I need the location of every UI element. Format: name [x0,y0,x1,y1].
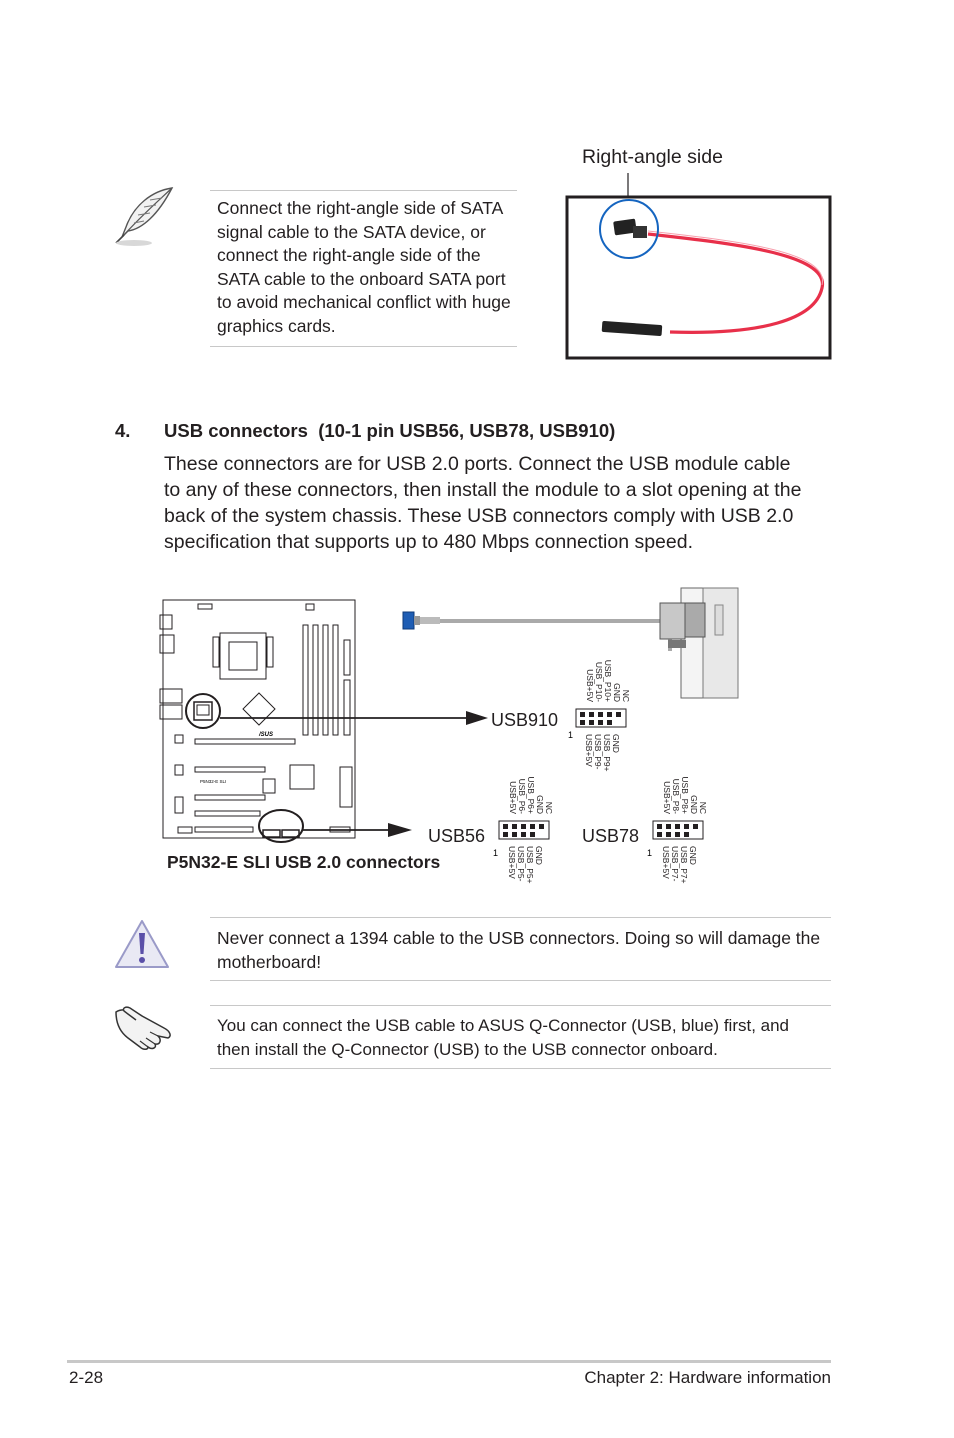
usb910-top-pin-label: USB_P10+ [603,659,613,702]
warning-top-rule [210,917,831,918]
warning-triangle-icon [113,918,171,970]
usb910-header [576,709,626,727]
usb56-top-pin-label: USB+5V [508,781,518,814]
section-number: 4. [115,420,131,441]
usb78-top-pin-label: USB_P8- [671,778,681,814]
warning-text: Never connect a 1394 cable to the USB connectors. Doing so will damage the motherboard! [217,928,821,972]
chapter-title: Chapter 2: Hardware information [584,1368,831,1387]
usb910-top-pin-label: USB_P10- [594,661,604,702]
usb56-bottom-pin-label: USB+5V [507,846,517,879]
usb56-bottom-pin-label: USB_P5+ [525,846,535,884]
usb910-highlight [186,694,220,728]
warning-bottom-rule [210,980,831,981]
usb56-top-pin-label: USB_P6- [517,778,527,814]
usb56-board-header [263,830,280,837]
sata-cable-photo [560,170,835,362]
usb56-bottom-pin-label: GND [534,846,544,865]
usb78-header [653,821,703,839]
usb910-arrow [466,711,488,725]
usb56-top-pin-label: GND [535,795,545,814]
usb56-top-pin-label: NC [544,801,554,814]
tip-text: You can connect the USB cable to ASUS Q-Connector (USB, blue) first, and then install the Q-Connector (USB) to the USB connector onboard. [217,1016,790,1059]
section-body: These connectors are for USB 2.0 ports. Connect the USB module cable to any of these connectors, then install the module to a slot opening at the back of the system chassis. These USB connectors comply with USB 2.0 specification that supports up to 480 Mbps connection speed. [164,453,802,553]
usb56-arrow [388,823,412,837]
usb78-top-pin-label: GND [689,795,699,814]
note-bottom-rule [210,346,517,347]
motherboard-layout [160,600,355,838]
usb78-bottom-pin-label: USB_P7- [670,846,680,882]
tip-top-rule [210,1005,831,1006]
tip-bottom-rule [210,1068,831,1069]
board-logo: /SUS [259,732,274,738]
diagram-caption: P5N32-E SLI USB 2.0 connectors [167,852,441,872]
feather-note-icon [112,185,176,249]
usb78-bottom-pin-label: USB_P7+ [679,846,689,884]
usb78-pin-one: 1 [647,848,653,858]
usb910-bottom-pin-label: GND [611,734,621,753]
usb910-top-pin-label: GND [612,683,622,702]
usb910-bottom-pin-label: USB+5V [584,734,594,767]
usb56-bottom-pin-label: USB_P5- [516,846,526,882]
usb910-label: USB910 [491,710,559,730]
sata-note-text: Connect the right-angle side of SATA signal cable to the SATA device, or connect the right-angle side of the SATA cable to the onboard SATA port to avoid mechanical conflict with huge graphics cards. [217,198,511,336]
usb78-top-pin-label: NC [698,801,708,814]
usb78-board-header [282,830,299,837]
usb56-78-highlight [259,810,303,842]
usb78-bottom-pin-label: GND [688,846,698,865]
pointing-hand-icon [112,1002,180,1052]
usb56-top-pin-label: USB_P6+ [526,776,536,814]
usb-module-cable [403,588,738,698]
board-label: P5N32-E SLI [200,779,227,784]
usb910-top-pin-label: NC [621,689,631,702]
note-top-rule [210,190,517,191]
usb78-top-pin-label: USB+5V [662,781,672,814]
usb910-pin-one: 1 [568,730,574,740]
pin-labels [507,660,708,884]
usb56-header [499,821,549,839]
page-number: 2-28 [69,1368,104,1387]
usb78-bottom-pin-label: USB+5V [661,846,671,879]
section-title: USB connectors (10-1 pin USB56, USB78, USB910) [164,420,616,441]
usb56-pin-one: 1 [493,848,499,858]
usb910-bottom-pin-label: USB_P9- [593,734,603,770]
photo-label: Right-angle side [582,146,723,168]
footer-rule [67,1360,831,1363]
usb78-top-pin-label: USB_P8+ [680,776,690,814]
usb78-label: USB78 [582,826,640,846]
usb56-label: USB56 [428,826,486,846]
usb910-bottom-pin-label: USB_P9+ [602,734,612,772]
usb910-top-pin-label: USB+5V [585,669,595,702]
